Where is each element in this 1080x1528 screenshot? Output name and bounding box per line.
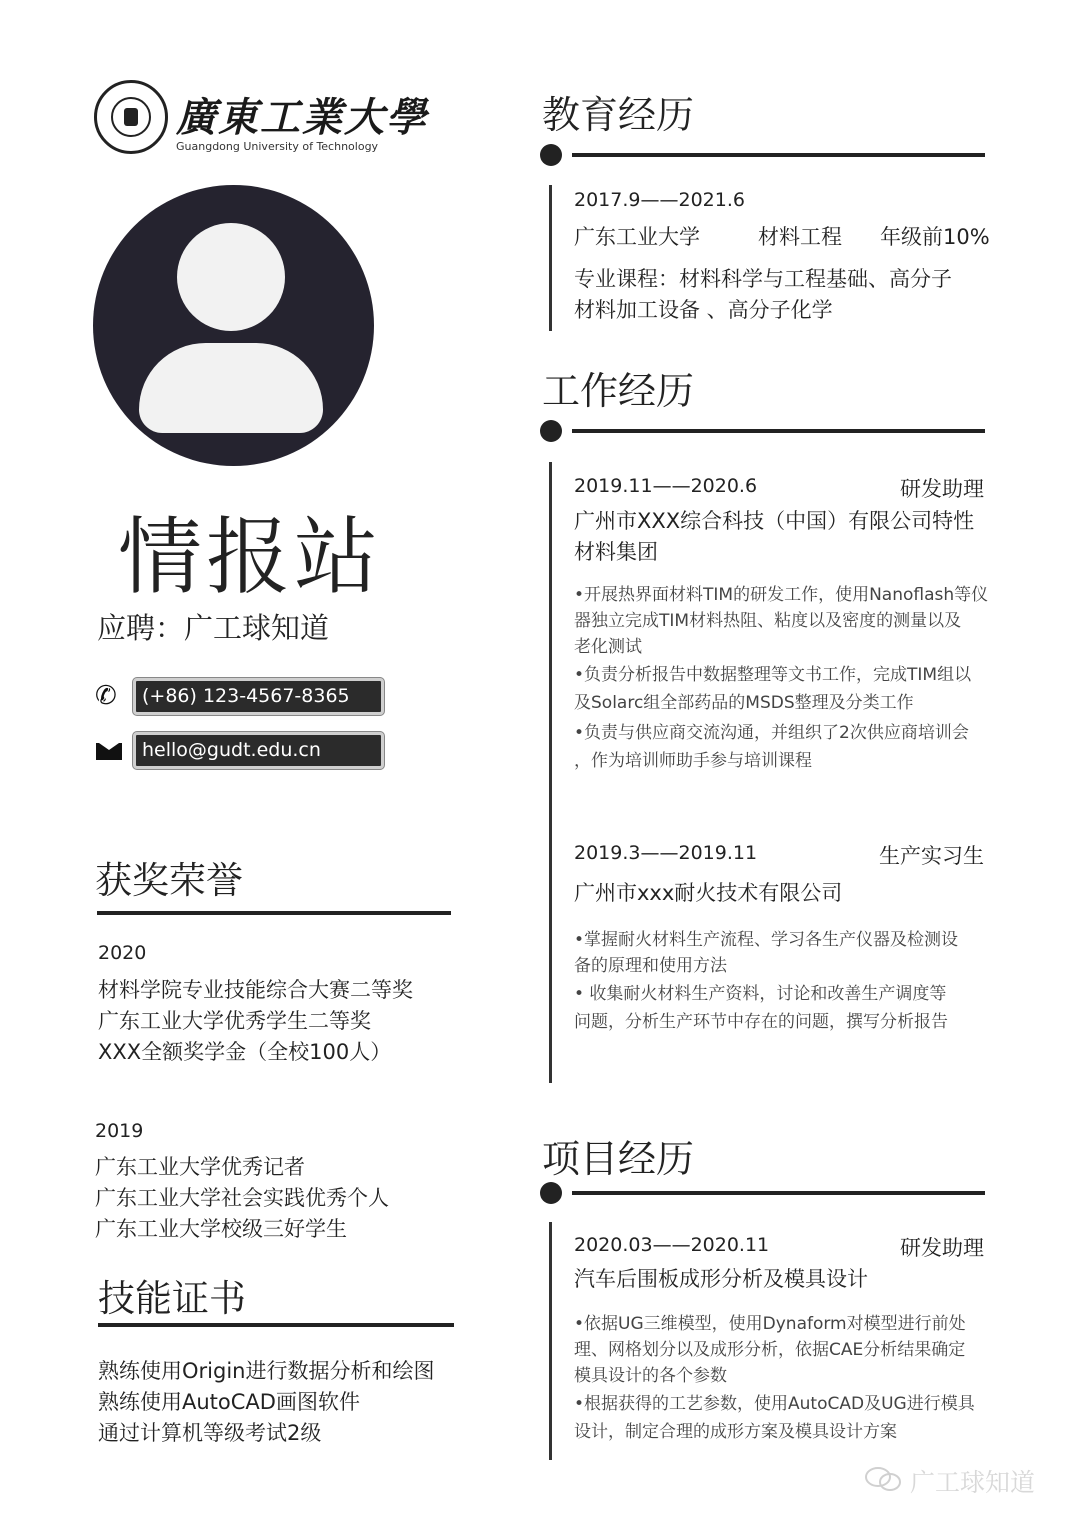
university-seal-logo bbox=[94, 80, 168, 154]
education-rank: 年级前10% bbox=[880, 225, 990, 249]
job-bullet: 备的原理和使用方法 bbox=[574, 956, 727, 976]
awards-title: 获奖荣誉 bbox=[95, 859, 243, 902]
award-item: XXX全额奖学金（全校100人） bbox=[98, 1040, 392, 1064]
project-bullet: 设计，制定合理的成形方案及模具设计方案 bbox=[574, 1422, 897, 1442]
job-bullet: •开展热界面材料TIM的研发工作，使用Nanoflash等仪 bbox=[574, 585, 989, 605]
university-name-en: Guangdong University of Technology bbox=[176, 140, 379, 153]
watermark-text: 广工球知道 bbox=[910, 1468, 1036, 1497]
section-dot bbox=[540, 144, 562, 166]
job-bullet: 老化测试 bbox=[574, 637, 642, 657]
education-school: 广东工业大学 bbox=[574, 225, 700, 249]
skill-item: 通过计算机等级考试2级 bbox=[98, 1421, 322, 1445]
project-bullet: 模具设计的各个参数 bbox=[574, 1366, 727, 1386]
education-major: 材料工程 bbox=[758, 225, 842, 249]
education-divider bbox=[572, 153, 985, 157]
job-date: 2019.3——2019.11 bbox=[574, 842, 758, 864]
job-role: 研发助理 bbox=[900, 477, 984, 501]
section-dot bbox=[540, 1182, 562, 1204]
phone-icon: ✆ bbox=[95, 681, 117, 711]
awards-divider bbox=[97, 911, 451, 915]
job-company: 材料集团 bbox=[574, 540, 658, 564]
job-company: 广州市XXX综合科技（中国）有限公司特性 bbox=[574, 509, 975, 533]
job-bullet: •掌握耐火材料生产流程、学习各生产仪器及检测设 bbox=[574, 930, 959, 950]
project-role: 研发助理 bbox=[900, 1236, 984, 1260]
skills-divider bbox=[98, 1323, 454, 1327]
job-bullet: •负责与供应商交流沟通，并组织了2次供应商培训会 bbox=[574, 723, 969, 743]
mail-icon bbox=[96, 743, 122, 760]
project-bullet: 理、网格划分以及成形分析，依据CAE分析结果确定 bbox=[574, 1340, 966, 1360]
projects-divider bbox=[572, 1191, 985, 1195]
university-name-cn: 廣東工業大學 bbox=[176, 94, 428, 141]
candidate-name: 情报站 bbox=[118, 508, 383, 606]
skill-item: 熟练使用Origin进行数据分析和绘图 bbox=[98, 1359, 435, 1383]
job-bullet: 问题，分析生产环节中存在的问题，撰写分析报告 bbox=[574, 1012, 948, 1032]
job-bullet: 器独立完成TIM材料热阻、粘度以及密度的测量以及 bbox=[574, 611, 962, 631]
avatar bbox=[93, 185, 374, 466]
award-year: 2019 bbox=[95, 1120, 144, 1142]
job-bullet: ，作为培训师助手参与培训课程 bbox=[574, 751, 812, 771]
job-company: 广州市xxx耐火技术有限公司 bbox=[574, 881, 843, 905]
email-field: hello@gudt.edu.cn bbox=[133, 732, 384, 769]
award-item: 广东工业大学社会实践优秀个人 bbox=[95, 1186, 389, 1210]
job-bullet: 及Solarc组全部药品的MSDS整理及分类工作 bbox=[574, 693, 914, 713]
project-bullet: •依据UG三维模型，使用Dynaform对模型进行前处 bbox=[574, 1314, 966, 1334]
award-year: 2020 bbox=[98, 942, 147, 964]
projects-title: 项目经历 bbox=[542, 1137, 695, 1181]
skills-title: 技能证书 bbox=[98, 1277, 246, 1320]
timeline-line bbox=[549, 1222, 552, 1460]
apply-position: 应聘：广工球知道 bbox=[97, 611, 330, 645]
award-item: 广东工业大学优秀学生二等奖 bbox=[98, 1009, 371, 1033]
job-role: 生产实习生 bbox=[879, 844, 984, 868]
project-date: 2020.03——2020.11 bbox=[574, 1234, 770, 1256]
award-item: 广东工业大学优秀记者 bbox=[95, 1155, 305, 1179]
timeline-line bbox=[549, 185, 552, 331]
wechat-icon bbox=[864, 1466, 904, 1492]
skill-item: 熟练使用AutoCAD画图软件 bbox=[98, 1390, 360, 1414]
project-name: 汽车后围板成形分析及模具设计 bbox=[574, 1267, 868, 1291]
job-bullet: • 收集耐火材料生产资料，讨论和改善生产调度等 bbox=[574, 984, 947, 1004]
work-title: 工作经历 bbox=[542, 369, 695, 413]
phone-field: (+86) 123-4567-8365 bbox=[133, 678, 384, 715]
award-item: 材料学院专业技能综合大赛二等奖 bbox=[98, 978, 413, 1002]
education-courses: 材料加工设备 、高分子化学 bbox=[574, 298, 833, 322]
project-bullet: •根据获得的工艺参数，使用AutoCAD及UG进行模具 bbox=[574, 1394, 975, 1414]
education-courses: 专业课程：材料科学与工程基础、高分子 bbox=[574, 267, 952, 291]
job-bullet: •负责分析报告中数据整理等文书工作，完成TIM组以 bbox=[574, 665, 972, 685]
work-divider bbox=[572, 429, 985, 433]
job-date: 2019.11——2020.6 bbox=[574, 475, 758, 497]
education-date: 2017.9——2021.6 bbox=[574, 189, 745, 211]
timeline-line bbox=[549, 462, 552, 1083]
section-dot bbox=[540, 420, 562, 442]
education-title: 教育经历 bbox=[542, 93, 695, 137]
award-item: 广东工业大学校级三好学生 bbox=[95, 1217, 347, 1241]
